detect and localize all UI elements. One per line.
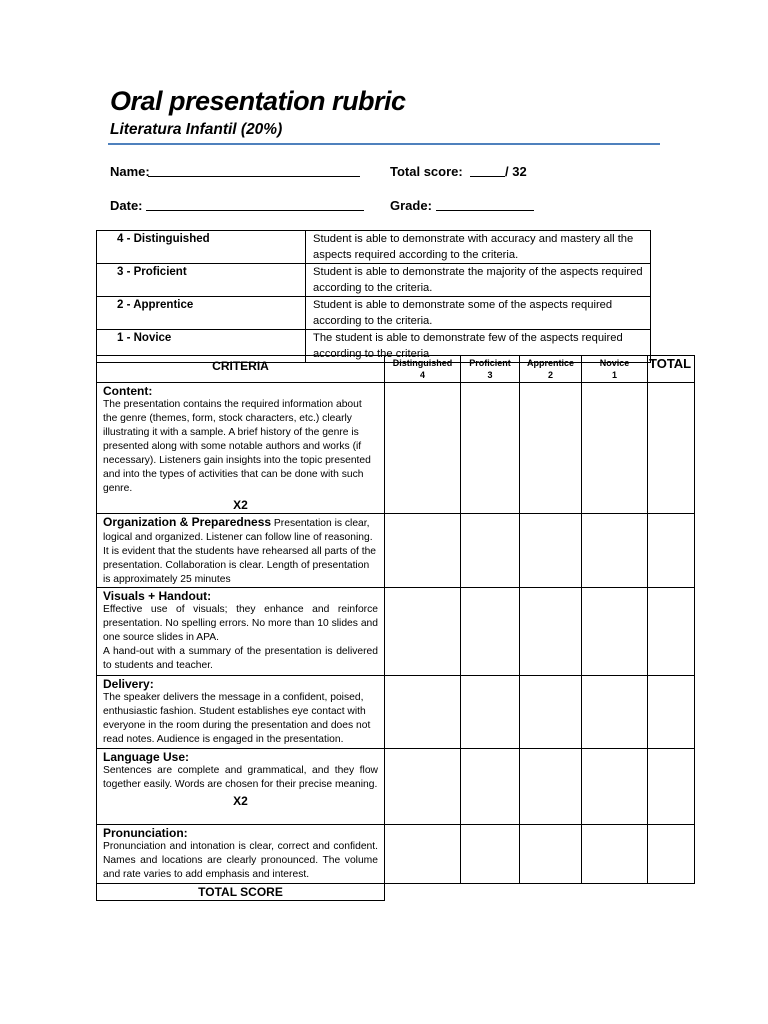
criteria-title: Content: — [103, 384, 153, 398]
title-divider — [108, 143, 660, 145]
score-cell[interactable] — [582, 588, 648, 676]
level-description: Student is able to demonstrate the majority of the aspects required according to the criteria. — [306, 264, 651, 297]
empty-cell — [385, 884, 461, 901]
column-score: 4 — [419, 370, 425, 380]
criteria-body-2: A hand-out with a summary of the presentation is delivered to students and teacher. — [103, 646, 378, 671]
score-cell[interactable] — [520, 514, 582, 588]
criteria-cell — [97, 749, 385, 825]
level-label: 4 - Distinguished — [97, 231, 306, 264]
page-subtitle: Literatura Infantil (20%) — [110, 121, 283, 138]
criteria-cell — [97, 588, 385, 676]
column-score: 3 — [487, 370, 493, 380]
level-label: 1 - Novice — [97, 330, 306, 363]
total-cell[interactable] — [648, 588, 695, 676]
criteria-body: Effective use of visuals; they enhance and reinforce presentation. No spelling errors. No more than 10 slides and one source slides in APA. — [103, 604, 378, 643]
score-cell[interactable] — [582, 383, 648, 514]
score-cell[interactable] — [520, 825, 582, 884]
score-cell[interactable] — [461, 514, 520, 588]
score-cell[interactable] — [520, 749, 582, 825]
multiplier: X2 — [233, 794, 248, 808]
level-label: 3 - Proficient — [97, 264, 306, 297]
column-score: 2 — [547, 370, 553, 380]
score-cell[interactable] — [385, 383, 461, 514]
criteria-row-visuals — [97, 588, 695, 676]
score-cell[interactable] — [461, 588, 520, 676]
criteria-header-row — [97, 356, 695, 383]
page-title: Oral presentation rubric — [110, 86, 406, 116]
criteria-cell — [97, 514, 385, 588]
column-header-proficient — [461, 356, 520, 383]
column-header-apprentice — [520, 356, 582, 383]
total-cell[interactable] — [648, 514, 695, 588]
criteria-row-language-use — [97, 749, 695, 825]
criteria-row-delivery — [97, 676, 695, 749]
criteria-body: The speaker delivers the message in a confident, poised, enthusiastic fashion. Student establishes eye contact with everyone in the room during the presentation and does not read notes. Audience is engaged in the presentation. — [103, 692, 371, 745]
level-description: Student is able to demonstrate with accuracy and mastery all the aspects required according to the criteria. — [306, 231, 651, 264]
score-cell[interactable] — [385, 588, 461, 676]
column-name: Proficient — [469, 358, 511, 368]
criteria-body: The presentation contains the required information about the genre (themes, form, stock characters, etc.) clearly illustrating it with a sample. A brief history of the genre is presented along with some notable authors and works (if necessary). Listeners gain insights into the topic presented and into the types of activities that can be done with such genre. — [103, 399, 371, 494]
criteria-cell — [97, 825, 385, 884]
level-description: The student is able to demonstrate few of the aspects required according to the criteria — [306, 330, 651, 363]
criteria-table — [96, 355, 695, 901]
total-score-field[interactable] — [470, 176, 505, 177]
score-cell[interactable] — [461, 383, 520, 514]
total-score-label: Total score: — [390, 164, 463, 179]
date-field[interactable] — [146, 210, 364, 211]
score-cell[interactable] — [520, 676, 582, 749]
score-cell[interactable] — [582, 749, 648, 825]
score-cell[interactable] — [461, 825, 520, 884]
criteria-row-organization — [97, 514, 695, 588]
level-description: Student is able to demonstrate some of the aspects required according to the criteria. — [306, 297, 651, 330]
score-cell[interactable] — [461, 676, 520, 749]
criteria-title: Pronunciation: — [103, 826, 188, 840]
criteria-body: Sentences are complete and grammatical, and they flow together easily. Words are chosen for their precise meaning. — [103, 765, 378, 790]
column-header-novice — [582, 356, 648, 383]
total-column-header: TOTAL — [648, 356, 695, 383]
total-score-label: TOTAL SCORE — [97, 884, 385, 901]
total-score-suffix: / 32 — [505, 164, 527, 179]
empty-cell — [582, 884, 648, 901]
score-cell[interactable] — [385, 749, 461, 825]
column-name: Novice — [599, 358, 630, 368]
total-cell[interactable] — [648, 749, 695, 825]
column-score: 1 — [611, 370, 617, 380]
column-header-distinguished — [385, 356, 461, 383]
empty-cell — [648, 884, 695, 901]
level-row — [97, 297, 651, 330]
score-cell[interactable] — [385, 825, 461, 884]
criteria-body: Presentation is clear, logical and organized. Listener can follow line of reasoning. It is evident that the students have rehearsed all parts of the presentation. Collaboration is clear. Length of presentation is approximately 25 minutes — [103, 518, 377, 585]
levels-table — [96, 230, 651, 363]
name-field[interactable] — [148, 176, 360, 177]
total-cell[interactable] — [648, 676, 695, 749]
column-name: Apprentice — [526, 358, 574, 368]
criteria-title: Visuals + Handout: — [103, 589, 212, 603]
criteria-cell — [97, 676, 385, 749]
level-label: 2 - Apprentice — [97, 297, 306, 330]
criteria-title: Language Use: — [103, 750, 190, 764]
name-label: Name: — [110, 164, 150, 179]
score-cell[interactable] — [520, 588, 582, 676]
multiplier: X2 — [233, 498, 248, 512]
empty-cell — [461, 884, 520, 901]
level-row — [97, 231, 651, 264]
criteria-title: Delivery: — [103, 677, 154, 691]
criteria-cell — [97, 383, 385, 514]
score-cell[interactable] — [582, 514, 648, 588]
criteria-row-pronunciation — [97, 825, 695, 884]
grade-field[interactable] — [436, 210, 534, 211]
empty-cell — [520, 884, 582, 901]
column-name: Distinguished — [392, 358, 453, 368]
date-label: Date: — [110, 198, 143, 213]
score-cell[interactable] — [385, 676, 461, 749]
score-cell[interactable] — [520, 383, 582, 514]
criteria-row-content — [97, 383, 695, 514]
total-cell[interactable] — [648, 825, 695, 884]
criteria-header: CRITERIA — [97, 356, 385, 383]
total-score-row — [97, 884, 695, 901]
grade-label: Grade: — [390, 198, 432, 213]
score-cell[interactable] — [582, 676, 648, 749]
total-cell[interactable] — [648, 383, 695, 514]
level-row — [97, 264, 651, 297]
criteria-body: Pronunciation and intonation is clear, correct and confident. Names and locations are clearly pronounced. The volume and rate varies to add emphasis and interest. — [103, 841, 378, 880]
score-cell[interactable] — [385, 514, 461, 588]
criteria-title: Organization & Preparedness — [103, 515, 272, 529]
score-cell[interactable] — [582, 825, 648, 884]
score-cell[interactable] — [461, 749, 520, 825]
